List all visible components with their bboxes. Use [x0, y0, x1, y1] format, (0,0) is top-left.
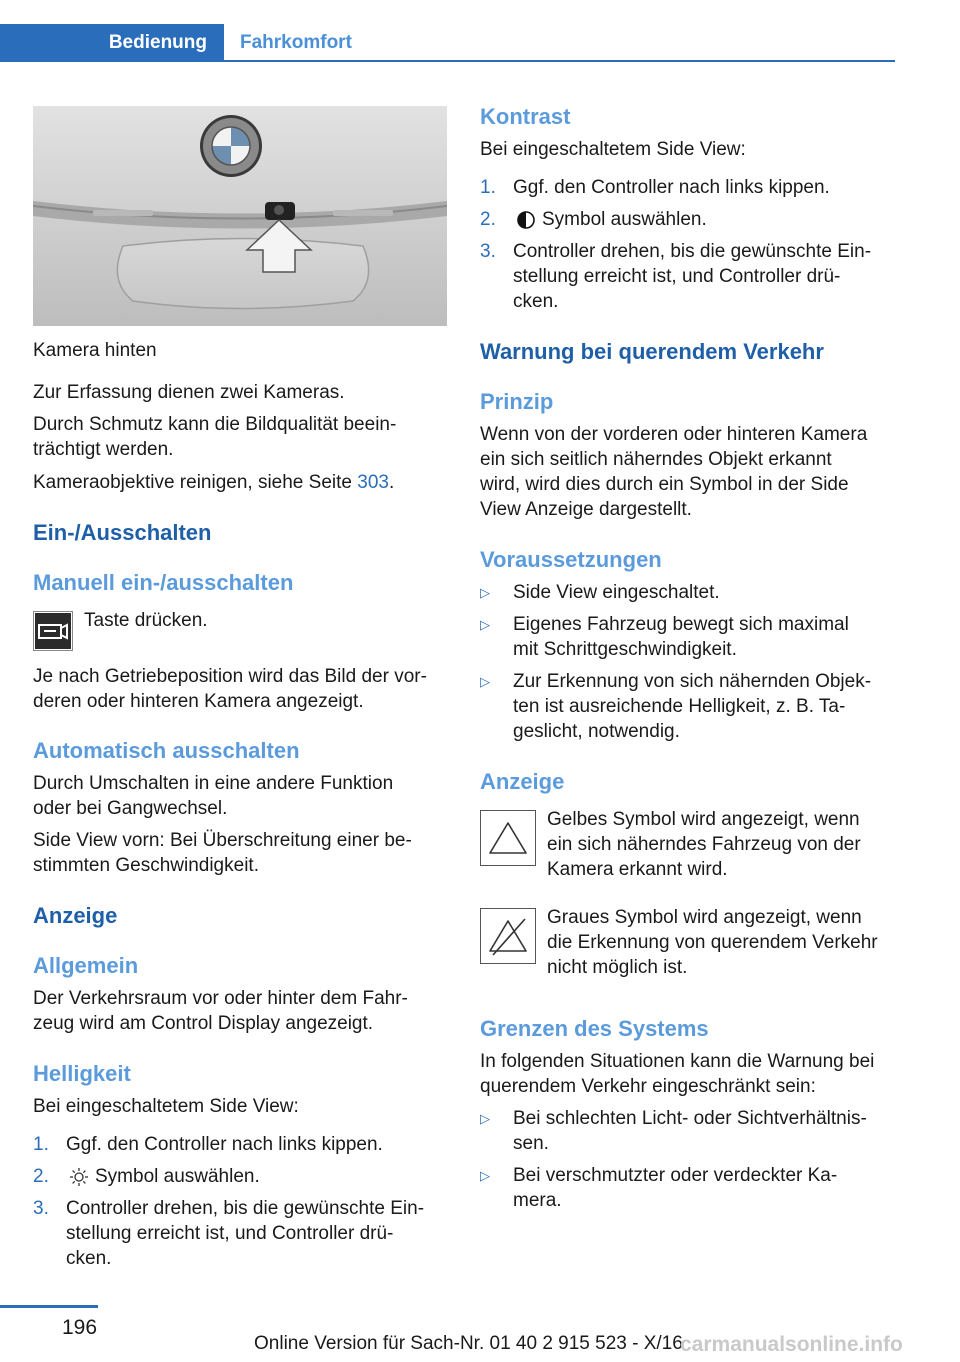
tab-fahrkomfort[interactable]: Fahrkomfort	[240, 32, 352, 53]
paragraph: ein sich seitlich näherndes Objekt erkannt	[480, 449, 832, 470]
heading-anzeige: Anzeige	[33, 903, 118, 928]
paragraph: ein sich näherndes Fahrzeug von der	[547, 834, 861, 855]
text: .	[388, 472, 395, 493]
list-text: Ggf. den Controller nach links kippen.	[513, 177, 830, 198]
paragraph: trächtigt werden.	[33, 439, 174, 460]
brightness-icon	[69, 1167, 89, 1194]
paragraph: Zur Erfassung dienen zwei Kameras.	[33, 382, 345, 403]
paragraph: oder bei Gangwechsel.	[33, 798, 228, 819]
list-text: Bei verschmutzter oder verdeckter Ka‐	[513, 1165, 838, 1186]
header-tabbar	[0, 24, 895, 62]
list-text: mit Schrittgeschwindigkeit.	[513, 639, 737, 660]
heading-kontrast: Kontrast	[480, 104, 571, 129]
heading-automatisch: Automatisch ausschalten	[33, 738, 300, 763]
bmw-logo	[200, 115, 262, 177]
paragraph: Durch Umschalten in eine andere Funktion	[33, 773, 394, 794]
list-text: Bei schlechten Licht- oder Sichtverhältnis‐	[513, 1108, 867, 1129]
heading-grenzen: Grenzen des Systems	[480, 1016, 709, 1041]
list-text: Ggf. den Controller nach links kippen.	[66, 1134, 383, 1155]
list-number: 3.	[480, 241, 496, 262]
paragraph-page-ref	[33, 470, 394, 495]
list-item	[480, 580, 895, 605]
heading-manuell: Manuell ein-/ausschalten	[33, 570, 294, 595]
heading-allgemein: Allgemein	[33, 953, 139, 978]
list-item	[480, 1106, 895, 1156]
paragraph: die Erkennung von querendem Verkehr	[547, 932, 878, 953]
list-text: Zur Erkennung von sich nähernden Objek‐	[513, 671, 872, 692]
paragraph: Durch Schmutz kann die Bildqualität beein‐	[33, 414, 397, 435]
list-text: sen.	[513, 1133, 549, 1154]
paragraph: wird, wird dies durch ein Symbol in der Side	[480, 474, 849, 495]
list-item	[33, 1164, 447, 1189]
paragraph: Bei eingeschaltetem Side View:	[480, 139, 746, 160]
paragraph: View Anzeige dargestellt.	[480, 499, 692, 520]
heading-anzeige-right: Anzeige	[480, 769, 565, 794]
warning-triangle-crossed-icon	[480, 908, 536, 964]
bullet-triangle-icon: ▷	[480, 617, 490, 632]
list-text: Controller drehen, bis die gewünschte Ein‐	[513, 241, 872, 262]
paragraph: Taste drücken.	[84, 610, 208, 631]
bullet-triangle-icon: ▷	[480, 1111, 490, 1126]
paragraph: deren oder hinteren Kamera angezeigt.	[33, 691, 364, 712]
list-text: mera.	[513, 1190, 562, 1211]
rear-camera-illustration	[33, 106, 447, 326]
bullet-triangle-icon: ▷	[480, 674, 490, 689]
list-text: cken.	[66, 1248, 112, 1269]
camera-button-icon	[33, 611, 73, 651]
list-item	[480, 175, 895, 200]
list-item	[480, 612, 895, 662]
list-number: 1.	[33, 1134, 49, 1155]
list-text: Symbol auswählen.	[95, 1166, 260, 1187]
tab-bedienung[interactable]: Bedienung	[0, 24, 224, 62]
list-text: geslicht, notwendig.	[513, 721, 680, 742]
list-text: stellung erreicht ist, und Controller drü‐	[513, 266, 841, 287]
paragraph: Kamera erkannt wird.	[547, 859, 728, 880]
heading-prinzip: Prinzip	[480, 389, 554, 414]
paragraph: stimmten Geschwindigkeit.	[33, 855, 259, 876]
list-number: 3.	[33, 1198, 49, 1219]
paragraph: In folgenden Situationen kann die Warnung bei	[480, 1051, 875, 1072]
paragraph: querendem Verkehr eingeschränkt sein:	[480, 1076, 816, 1097]
list-number: 2.	[33, 1166, 49, 1187]
online-version-note: Online Version für Sach-Nr. 01 40 2 915 523 - X/16	[254, 1333, 683, 1354]
paragraph: Gelbes Symbol wird angezeigt, wenn	[547, 809, 860, 830]
bullet-triangle-icon: ▷	[480, 1168, 490, 1183]
contrast-icon	[516, 210, 536, 237]
paragraph: nicht möglich ist.	[547, 957, 688, 978]
list-text: stellung erreicht ist, und Controller drü‐	[66, 1223, 394, 1244]
list-text: ten ist ausreichende Helligkeit, z. B. Ta‐	[513, 696, 846, 717]
paragraph: Graues Symbol wird angezeigt, wenn	[547, 907, 862, 928]
footer-rule	[0, 1305, 98, 1308]
list-item	[33, 1132, 447, 1157]
paragraph: Bei eingeschaltetem Side View:	[33, 1096, 299, 1117]
list-item	[480, 239, 895, 314]
paragraph: Je nach Getriebeposition wird das Bild der vor‐	[33, 666, 427, 687]
list-text: Side View eingeschaltet.	[513, 582, 720, 603]
text: Kameraobjektive reinigen, siehe Seite	[33, 472, 358, 493]
list-item	[480, 1163, 895, 1213]
paragraph: Wenn von der vorderen oder hinteren Kamera	[480, 424, 868, 445]
list-text: Symbol auswählen.	[542, 209, 707, 230]
heading-helligkeit: Helligkeit	[33, 1061, 131, 1086]
list-text: cken.	[513, 291, 559, 312]
rear-camera-photo	[33, 106, 447, 326]
list-number: 1.	[480, 177, 496, 198]
page-link[interactable]: 303	[357, 472, 389, 493]
list-item	[480, 207, 895, 232]
list-number: 2.	[480, 209, 496, 230]
paragraph: zeug wird am Control Display angezeigt.	[33, 1013, 374, 1034]
warning-triangle-icon	[480, 810, 536, 866]
heading-voraussetzungen: Voraussetzungen	[480, 547, 662, 572]
watermark: carmanualsonline.info	[680, 1333, 903, 1356]
photo-caption: Kamera hinten	[33, 340, 157, 361]
bullet-triangle-icon: ▷	[480, 585, 490, 600]
list-item	[480, 669, 895, 744]
list-text: Controller drehen, bis die gewünschte Ein‐	[66, 1198, 425, 1219]
heading-warnung: Warnung bei querendem Verkehr	[480, 339, 824, 364]
heading-ein-ausschalten: Ein-/Ausschalten	[33, 520, 212, 545]
list-item	[33, 1196, 447, 1271]
page-number: 196	[62, 1316, 98, 1339]
paragraph: Side View vorn: Bei Überschreitung einer be‐	[33, 830, 412, 851]
list-text: Eigenes Fahrzeug bewegt sich maximal	[513, 614, 849, 635]
paragraph: Der Verkehrsraum vor oder hinter dem Fahr‐	[33, 988, 408, 1009]
